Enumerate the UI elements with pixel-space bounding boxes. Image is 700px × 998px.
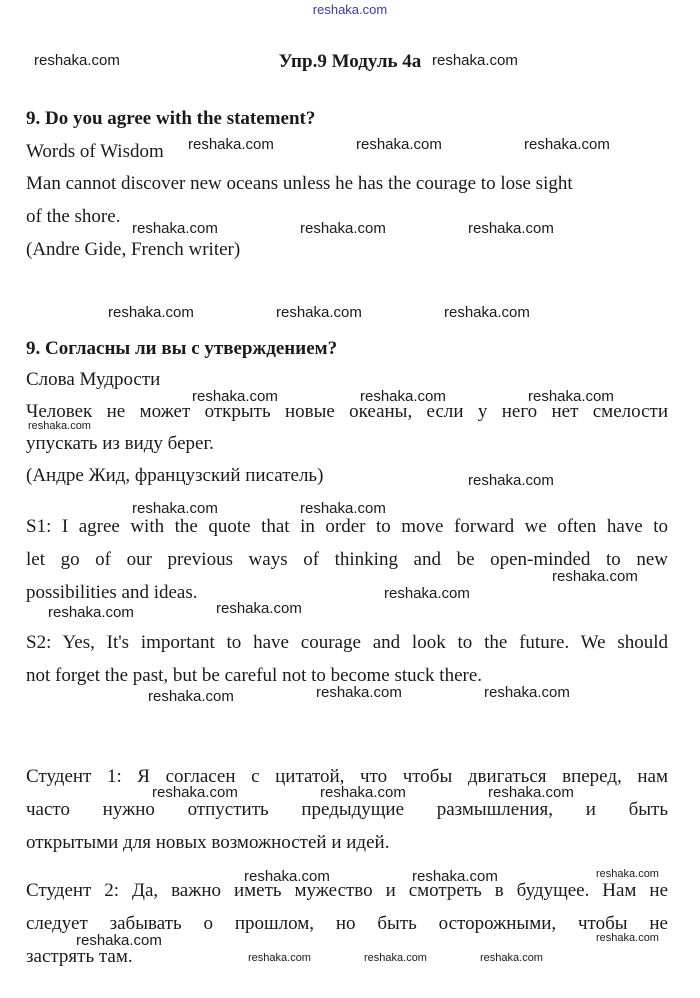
english-quote-author: (Andre Gide, French writer) [26,239,241,260]
watermark: reshaka.com [412,868,498,885]
watermark: reshaka.com [248,952,311,964]
english-heading: 9. Do you agree with the statement? [26,108,316,129]
watermark: reshaka.com [528,388,614,405]
watermark: reshaka.com [188,136,274,153]
watermark: reshaka.com [552,568,638,585]
watermark: reshaka.com [108,304,194,321]
watermark: reshaka.com [320,784,406,801]
english-quote-line-2: of the shore. [26,206,121,227]
s2-answer-line-2: not forget the past, but be careful not to become stuck there. [26,665,483,686]
watermark: reshaka.com [596,932,659,944]
watermark: reshaka.com [356,136,442,153]
russian-quote-author: (Андре Жид, французский писатель) [26,465,324,486]
watermark: reshaka.com [480,952,543,964]
english-quote-line-1: Man cannot discover new oceans unless he has the courage to lose sight [26,173,573,194]
watermark: reshaka.com [364,952,427,964]
watermark: reshaka.com [524,136,610,153]
s1-answer-line-2: let go of our previous ways of thinking and be open-minded to new [26,549,668,570]
student2-answer-line-1: Студент 2: Да, важно иметь мужество и смотреть в будущее. Нам не [26,880,668,901]
student2-answer-line-2: следует забывать о прошлом, но быть осторожными, чтобы не [26,913,668,934]
student1-answer-line-2: часто нужно отпустить предыдущие размышления, и быть [26,799,668,820]
watermark: reshaka.com [468,472,554,489]
s1-answer-line-1: S1: I agree with the quote that in order to move forward we often have to [26,516,668,537]
watermark: reshaka.com [384,585,470,602]
watermark: reshaka.com [484,684,570,701]
student1-answer-line-3: открытыми для новых возможностей и идей. [26,832,390,853]
student2-answer-line-3: застрять там. [26,946,133,967]
russian-subheading: Слова Мудрости [26,369,161,390]
watermark: reshaka.com [148,688,234,705]
russian-quote-line-2: упускать из виду берег. [26,433,214,454]
watermark: reshaka.com [444,304,530,321]
watermark: reshaka.com [300,220,386,237]
watermark: reshaka.com [76,932,162,949]
watermark: reshaka.com [596,868,659,880]
page-title: Упр.9 Модуль 4а [278,51,422,72]
watermark: reshaka.com [244,868,330,885]
watermark: reshaka.com [152,784,238,801]
watermark: reshaka.com [276,304,362,321]
watermark: reshaka.com [28,420,91,432]
student1-answer-line-1: Студент 1: Я согласен с цитатой, что чтобы двигаться вперед, нам [26,766,668,787]
watermark: reshaka.com [468,220,554,237]
watermark: reshaka.com [192,388,278,405]
watermark: reshaka.com [132,220,218,237]
watermark: reshaka.com [316,684,402,701]
s1-answer-line-3: possibilities and ideas. [26,582,198,603]
s2-answer-line-1: S2: Yes, It's important to have courage and look to the future. We should [26,632,668,653]
watermark: reshaka.com [300,500,386,517]
watermark: reshaka.com [48,604,134,621]
watermark: reshaka.com [216,600,302,617]
russian-heading: 9. Согласны ли вы с утверждением? [26,338,338,359]
watermark: reshaka.com [360,388,446,405]
watermark: reshaka.com [132,500,218,517]
watermark: reshaka.com [34,52,120,69]
watermark: reshaka.com [432,52,518,69]
english-subheading: Words of Wisdom [26,141,164,162]
site-header-link[interactable]: reshaka.com [312,2,388,17]
russian-quote-line-1: Человек не может открыть новые океаны, если у него нет смелости [26,401,668,422]
watermark: reshaka.com [488,784,574,801]
